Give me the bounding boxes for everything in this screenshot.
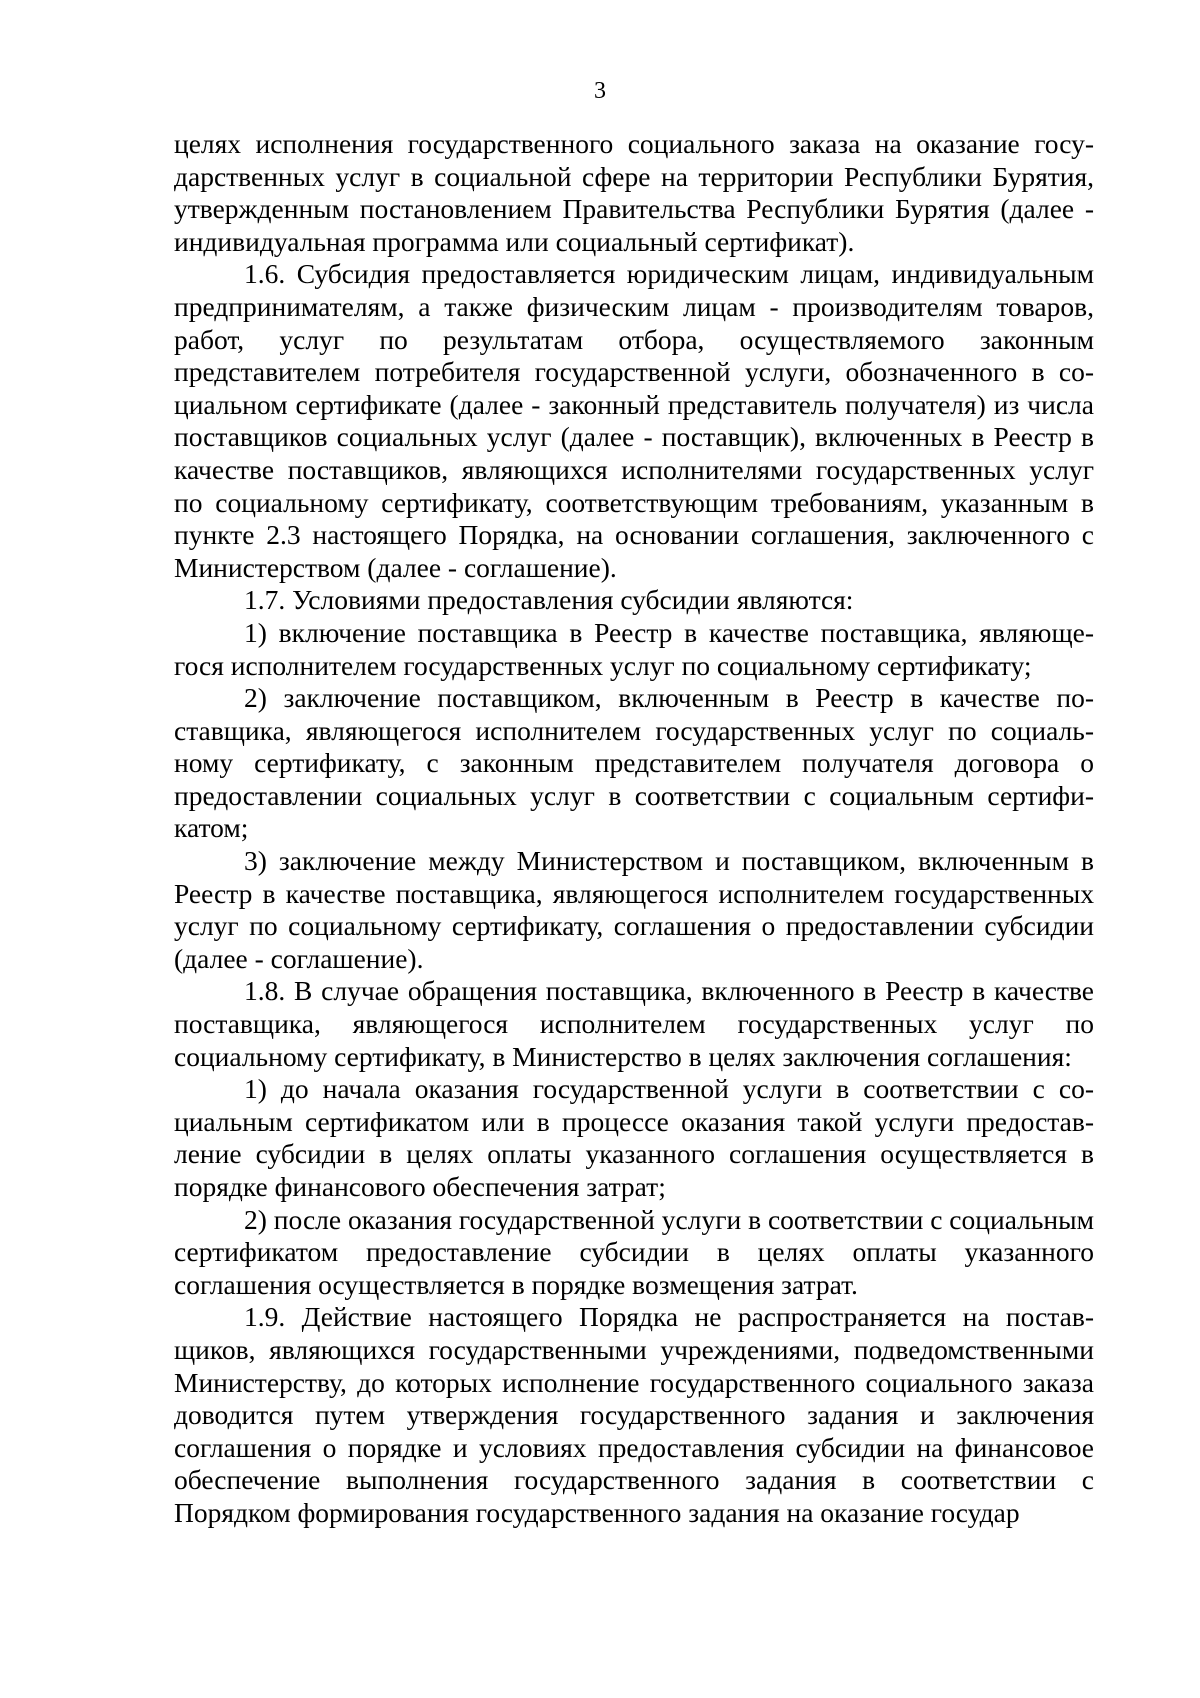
paragraph-1-7-item-3: 3) заключение между Министерством и поставщиком, включенным в Реестр в качестве поставщика, являющегося исполнителем государственных услуг по социальному сертификату, соглашения о предоставлении субсидии (далее - соглашение). [174,845,1094,974]
paragraph-1-8-item-2: 2) после оказания государственной услуги в соответствии с социальным сертификатом предоставление субсидии в целях оплаты указанного соглашения осуществляется в порядке возмещения затрат. [174,1203,1094,1300]
paragraph-continuation: целях исполнения государственного социального заказа на оказание государственных услуг в социальной сфере на территории Республики Бурятия, утвержденным постановлением Правительства Республики Бурятия (далее - индивидуальная программа или социальный сертификат). [174,128,1094,257]
paragraph-1-8-item-1: 1) до начала оказания государственной услуги в соответствии с социальным сертификатом или в процессе оказания такой услуги предоставление субсидии в целях оплаты указанного соглашения осуществляется в порядке финансового обеспечения затрат; [174,1073,1094,1202]
paragraph-1-7-item-2: 2) заключение поставщиком, включенным в Реестр в качестве поставщика, являющегося исполнителем государственных услуг по социальному сертификату, с законным представителем получателя договора о предоставлении социальных услуг в соответствии с социальным сертификатом; [174,682,1094,844]
document-body [174,128,1094,1530]
page-number: 3 [594,78,606,104]
paragraph-1-7: 1.7. Условиями предоставления субсидии являются: [244,584,854,616]
paragraph-1-6: 1.6. Субсидия предоставляется юридическим лицам, индивидуальным предпринимателям, а также физическим лицам - производителям товаров, работ, услуг по результатам отбора, осуществляемого законным представителем потребителя государственной услуги, обозначенного в социальном сертификате (далее - законный представитель получателя) из числа поставщиков социальных услуг (далее - поставщик), включенных в Реестр в качестве поставщиков, являющихся исполнителями государственных услуг по социальному сертификату, соответствующим требованиям, указанным в пункте 2.3 настоящего Порядка, на основании соглашения, заключенного с Министерством (далее - соглашение). [174,258,1094,583]
paragraph-1-7-item-1: 1) включение поставщика в Реестр в качестве поставщика, являющегося исполнителем государственных услуг по социальному сертификату; [174,616,1094,681]
paragraph-1-9: 1.9. Действие настоящего Порядка не распространяется на поставщиков, являющихся государственными учреждениями, подведомственными Министерству, до которых исполнение государственного социального заказа доводится путем утверждения государственного задания и заключения соглашения о порядке и условиях предоставления субсидии на финансовое обеспечение выполнения государственного задания в соответствии с Порядком формирования государственного задания на оказание государ [174,1301,1094,1528]
paragraph-1-8: 1.8. В случае обращения поставщика, включенного в Реестр в качестве поставщика, являющегося исполнителем государственных услуг по социальному сертификату, в Министерство в целях заключения соглашения: [174,975,1094,1072]
